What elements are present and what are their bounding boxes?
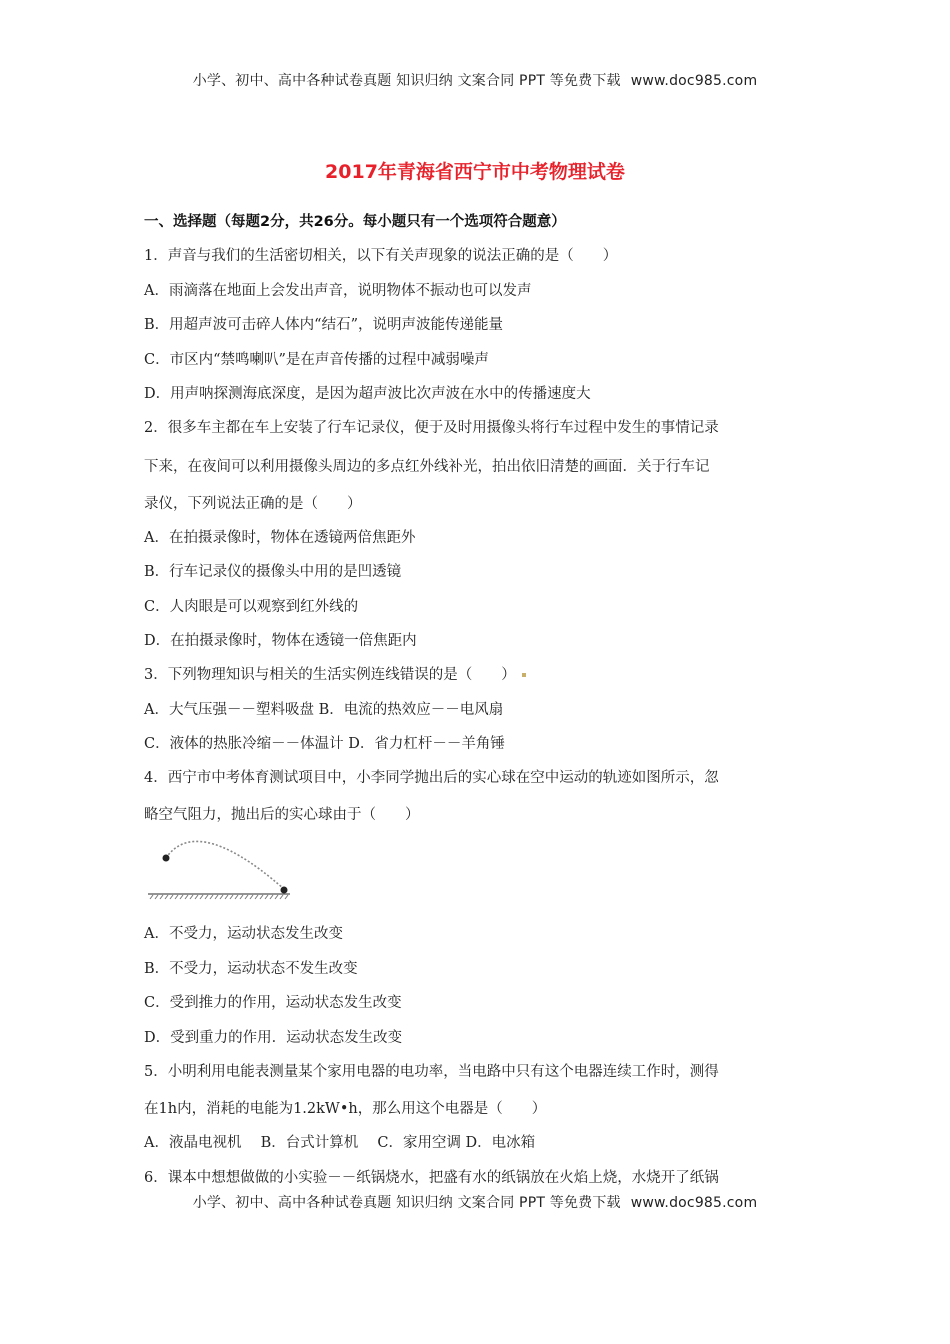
question-2-stem-line-1: 2．很多车主都在车上安装了行车记录仪，便于及时用摄像头将行车过程中发生的事情记录 — [144, 420, 719, 436]
question-4-option-b: B．不受力，运动状态不发生改变 — [144, 961, 358, 977]
marker-dot — [522, 673, 526, 677]
question-2-option-d: D．在拍摄录像时，物体在透镜一倍焦距内 — [144, 633, 417, 649]
watermark-text: 小学、初中、高中各种试卷真题 知识归纳 文案合同 PPT 等免费下载 — [192, 1195, 621, 1211]
watermark-url[interactable]: www.doc985.com — [630, 1195, 758, 1211]
question-3-stem-text: 3．下列物理知识与相关的生活实例连线错误的是（ ） — [144, 667, 516, 683]
watermark-url[interactable]: www.doc985.com — [630, 73, 758, 89]
question-5-stem-line-2: 在1h内，消耗的电能为1.2kW•h，那么用这个电器是（ ） — [144, 1101, 547, 1117]
question-4-option-a: A．不受力，运动状态发生改变 — [144, 926, 343, 942]
question-1-option-b: B．用超声波可击碎人体内“结石”，说明声波能传递能量 — [144, 317, 503, 333]
watermark-text: 小学、初中、高中各种试卷真题 知识归纳 文案合同 PPT 等免费下载 — [192, 73, 621, 89]
question-3-option-cd: C．液体的热胀冷缩－－体温计 D．省力杠杆－－羊角锤 — [144, 736, 505, 752]
footer-watermark — [0, 1192, 950, 1212]
question-3-option-ab: A．大气压强－－塑料吸盘 B．电流的热效应－－电风扇 — [144, 702, 504, 718]
question-2-option-b: B．行车记录仪的摄像头中用的是凹透镜 — [144, 564, 402, 580]
question-1-stem: 1．声音与我们的生活密切相关，以下有关声现象的说法正确的是（ ） — [144, 248, 618, 264]
ball-start-icon — [163, 855, 170, 862]
question-4-option-c: C．受到推力的作用，运动状态发生改变 — [144, 995, 402, 1011]
question-5-stem-line-1: 5．小明利用电能表测量某个家用电器的电功率，当电路中只有这个电器连续工作时，测得 — [144, 1064, 719, 1080]
question-1-option-c: C．市区内“禁鸣喇叭”是在声音传播的过程中减弱噪声 — [144, 352, 489, 368]
question-5-options: A．液晶电视机 B．台式计算机 C．家用空调 D．电冰箱 — [144, 1135, 536, 1151]
question-2-option-a: A．在拍摄录像时，物体在透镜两倍焦距外 — [144, 530, 416, 546]
question-4-stem-line-2: 略空气阻力，抛出后的实心球由于（ ） — [144, 807, 420, 823]
question-2-stem-line-3: 录仪，下列说法正确的是（ ） — [144, 496, 362, 512]
question-1-option-a: A．雨滴落在地面上会发出声音，说明物体不振动也可以发声 — [144, 283, 532, 299]
page-title: 2017年青海省西宁市中考物理试卷 — [325, 161, 625, 183]
ball-end-icon — [281, 887, 288, 894]
question-2-option-c: C．人肉眼是可以观察到红外线的 — [144, 599, 359, 615]
question-1-option-d: D．用声呐探测海底深度，是因为超声波比次声波在水中的传播速度大 — [144, 386, 591, 402]
ball-trajectory-diagram — [148, 833, 293, 901]
section-heading: 一、选择题（每题2分，共26分。每小题只有一个选项符合题意） — [144, 214, 566, 230]
question-3-stem — [144, 663, 526, 684]
question-4-stem-line-1: 4．西宁市中考体育测试项目中，小李同学抛出后的实心球在空中运动的轨迹如图所示，忽 — [144, 770, 719, 786]
header-watermark — [0, 70, 950, 90]
question-2-stem-line-2: 下来，在夜间可以利用摄像头周边的多点红外线补光，拍出依旧清楚的画面．关于行车记 — [144, 459, 710, 475]
question-6-stem-line-1: 6．课本中想想做做的小实验－－纸锅烧水，把盛有水的纸锅放在火焰上烧，水烧开了纸锅 — [144, 1170, 719, 1186]
question-4-option-d: D．受到重力的作用．运动状态发生改变 — [144, 1030, 403, 1046]
